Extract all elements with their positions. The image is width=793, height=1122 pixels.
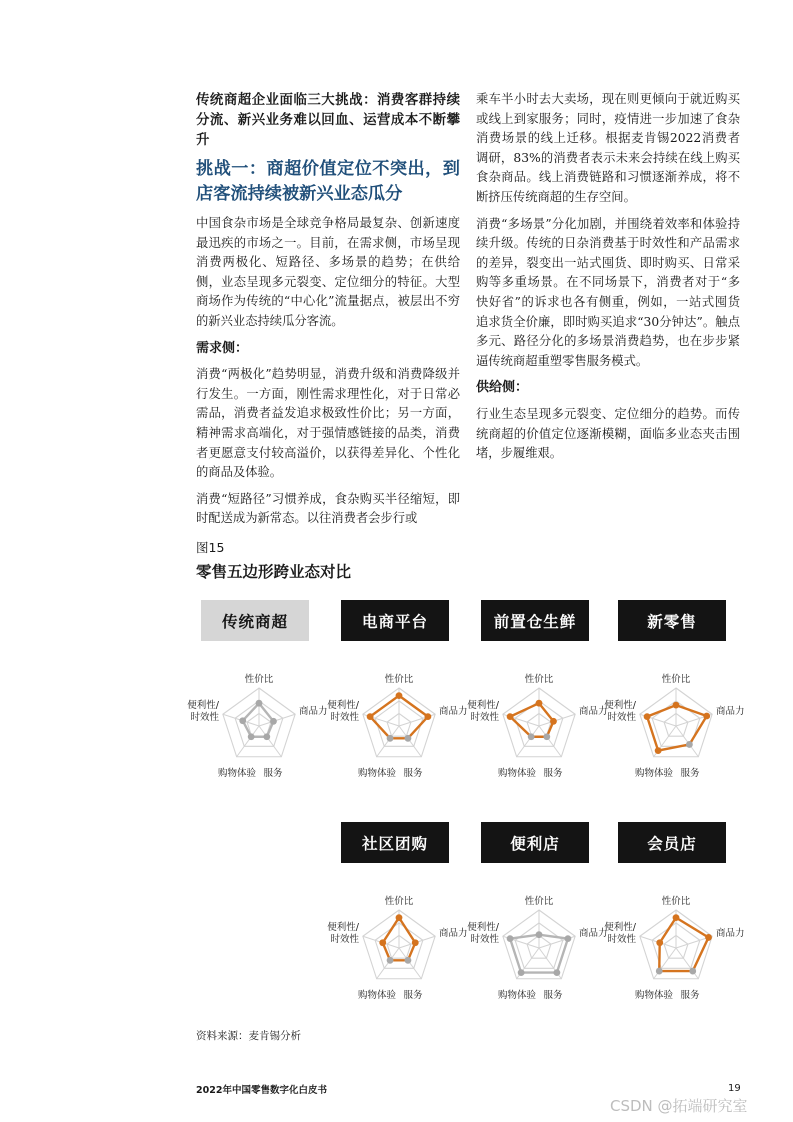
radar-axis-label: 性价比: [384, 896, 414, 907]
radar-data-point: [550, 718, 557, 725]
radar-axis-label: 购物体验: [634, 990, 674, 1001]
paragraph: 乘车半小时去大卖场，现在则更倾向于就近购买或线上到家服务；同时，疫情进一步加速了食杂消费场景的线上迁移。根据麦肯锡2022消费者调研，83%的消费者表示未来会持续在线上购买食杂商品。线上消费链路和习惯逐渐养成，将不断挤压传统商超的生存空间。: [476, 92, 740, 204]
radar-axis-label: 商品力: [716, 928, 745, 939]
radar-data-point: [656, 968, 663, 975]
radar-axis-label: 便利性/时效性: [467, 700, 499, 723]
format-label: 电商平台: [341, 600, 449, 641]
radar-data-point: [553, 969, 560, 976]
radar-spoke: [377, 726, 399, 757]
radar-axis-label: 购物体验: [357, 768, 397, 779]
radar-axis-label: 商品力: [579, 928, 608, 939]
source-note: 资料来源：麦肯锡分析: [196, 1030, 301, 1042]
radar-data-point: [543, 733, 550, 740]
radar-spoke: [259, 714, 295, 726]
radar-axis-label: 性价比: [661, 674, 691, 685]
radar-axis-label: 服务: [263, 768, 283, 779]
paragraph: 行业生态呈现多元裂变、定位细分的趋势。而传统商超的价值定位逐渐模糊，面临多业态夹击围堵，步履维艰。: [476, 406, 740, 461]
radar-axis-label: 服务: [403, 768, 423, 779]
radar-data-point: [379, 939, 386, 946]
radar-panel-ecommerce: [327, 600, 468, 780]
radar-data-point: [405, 957, 412, 964]
radar-data-point: [263, 733, 270, 740]
paragraph: 中国食杂市场是全球竞争格局最复杂、创新速度最迅疾的市场之一。目前，在需求侧，市场呈现消费两极化、短路径、多场景的趋势；在供给侧，业态呈现多元裂变、定位细分的特征。大型商场作为传统的“中心化”流量据点，被层出不穷的新兴业态持续瓜分客流。: [196, 216, 460, 328]
footer-title: 2022年中国零售数字化白皮书: [196, 1085, 327, 1096]
radar-axis-label: 便利性/时效性: [187, 700, 219, 723]
radar-axis-label: 便利性/时效性: [327, 700, 359, 723]
figure-label: 图15: [196, 540, 225, 555]
radar-panel-fresh-warehouse: [467, 600, 608, 780]
radar-data-point: [396, 914, 403, 921]
radar-data-point: [387, 735, 394, 742]
radar-axis-label: 服务: [543, 768, 563, 779]
page-number: 19: [728, 1083, 741, 1094]
radar-chart: [327, 674, 468, 798]
radar-axis-label: 服务: [543, 990, 563, 1001]
radar-axis-label: 商品力: [716, 706, 745, 717]
demand-heading: 需求侧：: [196, 340, 249, 356]
format-label: 社区团购: [341, 822, 449, 863]
radar-panel-community-group: [327, 822, 468, 1002]
radar-axis-label: 便利性/时效性: [604, 922, 636, 945]
radar-data-point: [412, 939, 419, 946]
radar-data-point: [705, 934, 712, 941]
radar-axis-label: 服务: [680, 990, 700, 1001]
radar-axis-label: 性价比: [524, 896, 554, 907]
radar-spoke: [676, 726, 698, 757]
watermark: CSDN @拓端研究室: [610, 1097, 748, 1115]
radar-data-point: [270, 718, 277, 725]
right-column: [476, 90, 740, 471]
radar-axis-label: 商品力: [439, 706, 468, 717]
radar-spoke: [399, 726, 421, 757]
radar-data-point: [387, 957, 394, 964]
radar-chart: [327, 896, 468, 1020]
radar-axis-label: 性价比: [384, 674, 414, 685]
format-label: 新零售: [618, 600, 726, 641]
radar-axis-label: 服务: [403, 990, 423, 1001]
format-label: 前置仓生鲜: [481, 600, 589, 641]
radar-spoke: [676, 948, 698, 979]
radar-chart: [187, 674, 328, 798]
format-label: 会员店: [618, 822, 726, 863]
format-label: 传统商超: [201, 600, 309, 641]
radar-data-point: [536, 931, 543, 938]
radar-axis-label: 便利性/时效性: [327, 922, 359, 945]
radar-chart: [467, 896, 608, 1020]
radar-data-point: [536, 700, 543, 707]
radar-data-point: [405, 735, 412, 742]
paragraph: 消费“短路径”习惯养成，食杂购买半径缩短，即时配送成为新常态。以往消费者会步行或: [196, 491, 460, 526]
radar-data-point: [396, 692, 403, 699]
radar-chart: [467, 674, 608, 798]
radar-axis-label: 性价比: [661, 896, 691, 907]
radar-data-point: [655, 747, 662, 754]
radar-series-shape: [510, 703, 553, 737]
radar-axis-label: 服务: [680, 768, 700, 779]
radar-series-shape: [659, 918, 708, 971]
left-column: [196, 90, 460, 536]
radar-panel-membership: [604, 822, 745, 1002]
radar-data-point: [507, 935, 514, 942]
format-label: 便利店: [481, 822, 589, 863]
radar-data-point: [528, 733, 535, 740]
radar-data-point: [425, 713, 432, 720]
radar-axis-label: 便利性/时效性: [604, 700, 636, 723]
radar-axis-label: 购物体验: [497, 768, 537, 779]
radar-panel-traditional: [187, 600, 328, 780]
radar-data-point: [239, 717, 246, 724]
radar-data-point: [518, 969, 525, 976]
radar-axis-label: 商品力: [439, 928, 468, 939]
radar-axis-label: 性价比: [524, 674, 554, 685]
paragraph: 消费“两极化”趋势明显，消费升级和消费降级并行发生。一方面，刚性需求理性化，对于日常必需品，消费者益发追求极致性价比；另一方面，精神需求高端化，对于强情感链接的品类，消费者更愿意支付较高溢价，以获得差异化、个性化的商品及体验。: [196, 367, 460, 480]
figure-title: 零售五边形跨业态对比: [196, 562, 352, 581]
radar-data-point: [656, 939, 663, 946]
radar-data-point: [644, 713, 651, 720]
radar-data-point: [256, 700, 263, 707]
radar-data-point: [689, 968, 696, 975]
radar-axis-label: 购物体验: [634, 768, 674, 779]
intro-title: 传统商超企业面临三大挑战：消费客群持续分流、新兴业务难以回血、运营成本不断攀升: [196, 92, 460, 148]
radar-axis-label: 性价比: [244, 674, 274, 685]
radar-data-point: [367, 713, 374, 720]
radar-axis-label: 购物体验: [497, 990, 537, 1001]
paragraph: 消费“多场景”分化加剧，并围绕着效率和体验持续升级。传统的日杂消费基于时效性和产品需求的差异，裂变出一站式囤货、即时购买、日常采购等多重场景。在不同场景下，消费者对于“多快好省”的诉求也各有侧重，例如，一站式囤货追求货全价廉，即时购买追求“30分钟达”。触点多元、路径分化的多场景消费趋势，也在步步紧逼传统商超重塑零售服务模式。: [476, 216, 740, 368]
supply-heading: 供给侧：: [476, 380, 529, 396]
radar-axis-label: 商品力: [579, 706, 608, 717]
radar-spoke: [517, 726, 539, 757]
radar-data-point: [673, 914, 680, 921]
radar-spoke: [654, 948, 676, 979]
radar-data-point: [673, 702, 680, 709]
radar-panel-new-retail: [604, 600, 745, 780]
radar-axis-label: 便利性/时效性: [467, 922, 499, 945]
radar-data-point: [703, 713, 710, 720]
radar-axis-label: 商品力: [299, 706, 328, 717]
challenge-title: 挑战一：商超价值定位不突出，到店客流持续被新兴业态瓜分: [196, 159, 460, 204]
radar-panel-convenience: [467, 822, 608, 1002]
radar-chart: [604, 896, 745, 1020]
radar-axis-label: 购物体验: [357, 990, 397, 1001]
radar-data-point: [507, 713, 514, 720]
radar-chart: [604, 674, 745, 798]
radar-data-point: [565, 935, 572, 942]
radar-data-point: [686, 741, 693, 748]
radar-data-point: [248, 733, 255, 740]
radar-spoke: [539, 714, 575, 726]
radar-axis-label: 购物体验: [217, 768, 257, 779]
